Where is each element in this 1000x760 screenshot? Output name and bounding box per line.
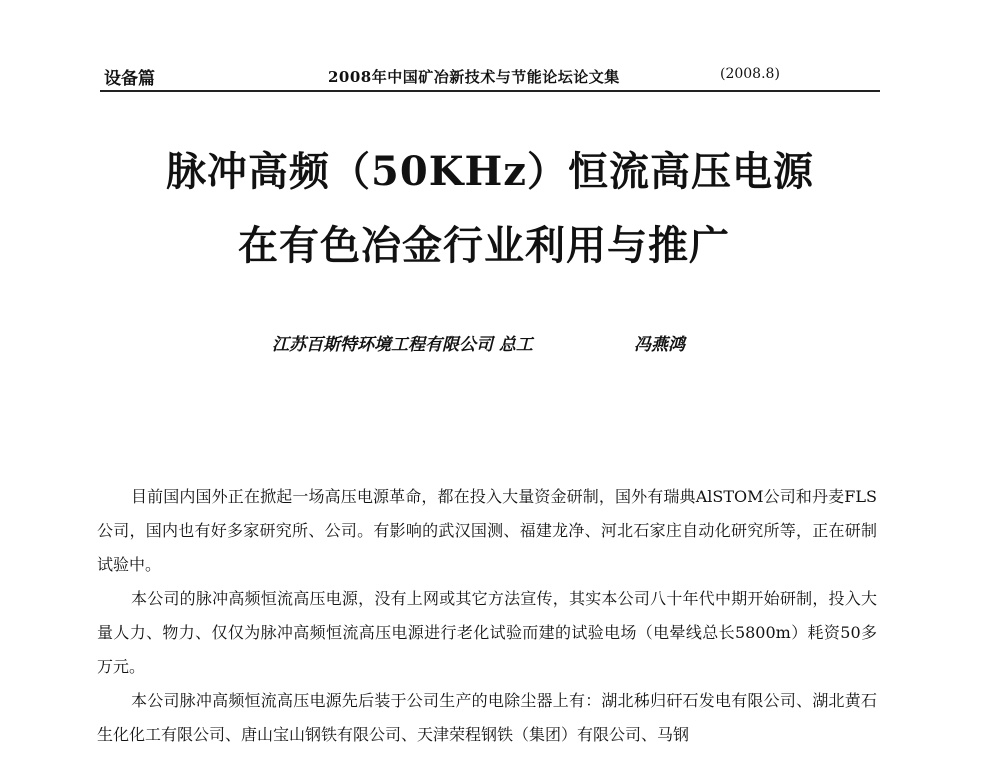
running-header xyxy=(100,64,880,92)
proceedings-title: 2008年中国矿冶新技术与节能论坛论文集 xyxy=(328,68,620,86)
author-affiliation: 江苏百斯特环境工程有限公司 总工 xyxy=(272,335,533,355)
author-name: 冯燕鸿 xyxy=(634,335,685,355)
byline xyxy=(272,330,685,355)
paragraph-1: 目前国内国外正在掀起一场高压电源革命，都在投入大量资金研制，国外有瑞典AlSTOM公司和丹麦FLS公司，国内也有好多家研究所、公司。有影响的武汉国测、福建龙净、河北石家庄自动化研究所等，正在研制试验中。 xyxy=(97,487,877,574)
paper-title-line-2: 在有色冶金行业利用与推广 xyxy=(238,222,730,269)
section-label: 设备篇 xyxy=(104,69,155,89)
publication-date: (2008.8) xyxy=(720,66,780,82)
paragraph-2: 本公司的脉冲高频恒流高压电源，没有上网或其它方法宣传，其实本公司八十年代中期开始研制，投入大量人力、物力、仅仅为脉冲高频恒流高压电源进行老化试验而建的试验电场（电晕线总长5800m）耗资50多万元。 xyxy=(97,589,877,676)
body-text xyxy=(97,480,877,752)
paragraph-3: 本公司脉冲高频恒流高压电源先后装于公司生产的电除尘器上有：湖北秭归矸石发电有限公司、湖北黄石生化化工有限公司、唐山宝山钢铁有限公司、天津荣程钢铁（集团）有限公司、马钢 xyxy=(97,691,877,744)
paper-title-line-1: 脉冲高频（50KHz）恒流高压电源 xyxy=(166,148,814,195)
